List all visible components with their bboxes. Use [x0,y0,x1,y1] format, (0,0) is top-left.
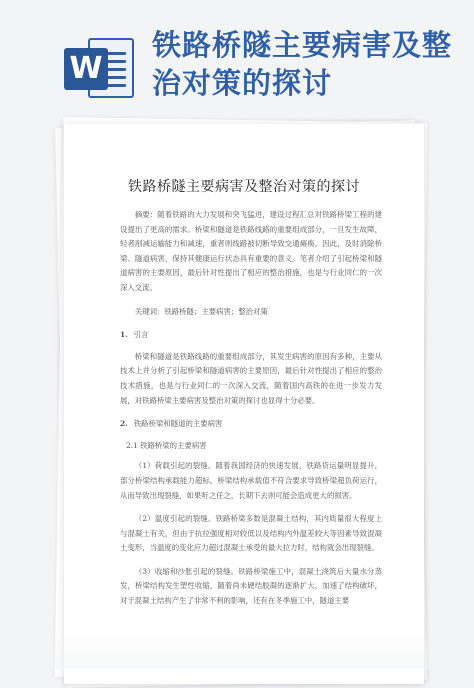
banner-title: 铁路桥隧主要病害及整治对策的探讨 [152,28,453,100]
word-document-icon [64,38,136,100]
section-2-heading [120,417,382,432]
section-1-paragraph: 桥梁和隧道是铁路线路的重要组成部分，其发生病害的原因有多种，主要从技术上并分析了引起桥梁和隧道病害的主要原因，最后针对性提出了相应的整治技术措施，也是与行业同仁的一次深入交流，随着国内高铁的在进一步发力发展，对铁路桥梁主要病害及整治对策的探讨也显得十分必要。 [120,351,382,405]
keywords-line: 关键词：铁路桥隧；主要病害；整治对策 [134,306,268,316]
section-2-title: 铁路桥梁和隧道的主要病害 [133,419,223,429]
document-title: 铁路桥隧主要病害及整治对策的探讨 [128,179,360,195]
section-1-title: 引言 [133,330,149,340]
document-page [64,124,424,684]
abstract-paragraph: 摘要：随着铁路的大力发展和突飞猛进，建设过程汇总对铁路桥梁工程的建设提出了更高的需求。桥梁和隧道是铁路线路的重要组成部分，一旦发生故障，轻者削减运输能力和减速，重者则线路被切断导致交通瘫痪。因此，及时消除桥梁、隧道病害，保持其健康运行状态具有重要的意义。笔者介绍了引起桥梁和隧道病害的主要原因，最后针对性提出了相应的整治措施，也是与行业同仁的一次深入交流。 [120,210,382,292]
section-1-heading [120,328,382,343]
paragraph-temperature-cracks: （2）温度引起的裂缝。铁路桥梁多数是混凝土结构，其内质量很大程度上与混凝土有关，但由于抗拉强度相对较低以及结构内外温差较大等因素导致混凝土变形，当温度的变化应力超过混凝土承受的最大拉力时，结构就会出现裂缝。 [120,514,382,553]
section-1-number: 1. [120,330,128,340]
section-2-number: 2. [120,419,128,429]
bottom-fade [0,629,474,669]
paragraph-shrinkage-cracks: （3）收缩和沙胀引起的裂缝。铁路桥梁施工中，混凝土浇筑后大量水分蒸发，桥梁结构发生塑性收缩，随着尚未硬结胶凝的逐渐扩大，加速了结构破坏，对于混凝土结构产生了非常不利的影响，还有在冬季施工中，隧道主要 [120,566,382,606]
subsection-2-1-heading: 2.1 铁路桥梁的主要病害 [126,440,207,450]
paragraph-load-cracks: （1）荷载引起的裂缝。随着我国经济的快速发展，铁路货运量明显提升，部分桥梁结构承载能力超标，桥梁结构承载值不符合要求导致桥梁超负荷运行，从而导致出现裂缝，如果听之任之，长期下去则可能会造成更大的损害。 [120,461,382,500]
word-letter-badge: W [64,48,108,90]
document-body [120,208,382,618]
banner [0,0,474,110]
